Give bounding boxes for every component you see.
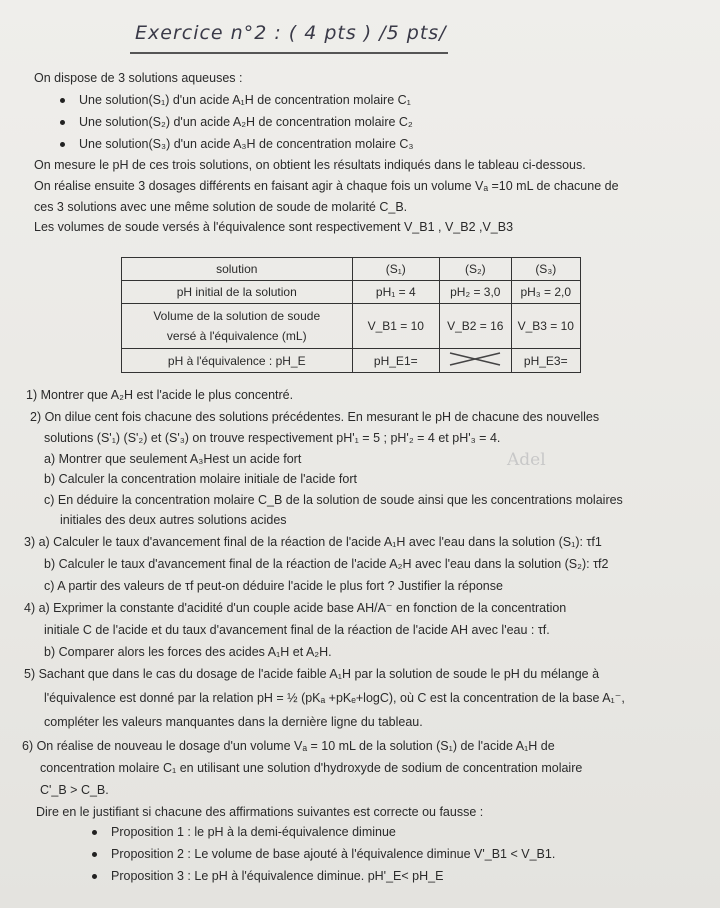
question-line: solutions (S'₁) (S'₂) et (S'₃) on trouve respectivement pH'₁ = 5 ; pH'₂ = 4 et pH'₃ = 4.	[44, 431, 501, 445]
bullet-icon	[60, 98, 65, 103]
question-line: l'équivalence est donné par la relation pH = ½ (pKₐ +pKₑ+logC), où C est la concentration de la base A₁⁻,	[44, 691, 625, 705]
paragraph-line: ces 3 solutions avec une même solution de soude de molarité C_B.	[34, 200, 408, 214]
proposition-item: Proposition 3 : Le pH à l'équivalence diminue. pH'_E< pH_E	[92, 868, 443, 884]
intro-text: On dispose de 3 solutions aqueuses :	[34, 71, 243, 85]
crossed-cell	[440, 349, 511, 373]
title-underline	[130, 52, 448, 54]
bullet-icon	[60, 120, 65, 125]
exercise-title: Exercice n°2 : ( 4 pts ) /5 pts/	[135, 22, 447, 44]
question-3: 3) a) Calculer le taux d'avancement final de la réaction de l'acide A₁H avec l'eau dans la solution (S₁): τf1	[24, 535, 602, 549]
bullet-icon	[92, 874, 97, 879]
table-row: Volume de la solution de soude versé à l'équivalence (mL) V_B1 = 10 V_B2 = 16 V_B3 = 10	[122, 304, 581, 349]
question-line: a) Montrer que seulement A₃Hest un acide fort	[44, 452, 302, 466]
question-line: compléter les valeurs manquantes dans la dernière ligne du tableau.	[44, 715, 423, 729]
question-2: 2) On dilue cent fois chacune des solutions précédentes. En mesurant le pH de chacune des nouvelles	[30, 410, 600, 424]
proposition-item: Proposition 2 : Le volume de base ajouté à l'équivalence diminue V'_B1 < V_B1.	[92, 846, 555, 862]
table-header-row: solution (S₁) (S₂) (S₃)	[122, 258, 581, 281]
bullet-icon	[92, 830, 97, 835]
paragraph-line: On mesure le pH de ces trois solutions, on obtient les résultats indiqués dans le tableau ci-dessous.	[34, 158, 586, 172]
question-4: 4) a) Exprimer la constante d'acidité d'un couple acide base AH/A⁻ en fonction de la concentration	[24, 601, 567, 615]
question-line: C'_B > C_B.	[40, 783, 109, 797]
question-line: c) A partir des valeurs de τf peut-on déduire l'acide le plus fort ? Justifier la réponse	[44, 579, 503, 593]
bullet-item: Une solution(S₁) d'un acide A₁H de concentration molaire C₁	[60, 92, 411, 108]
proposition-item: Proposition 1 : le pH à la demi-équivalence diminue	[92, 824, 396, 840]
bullet-item: Une solution(S₃) d'un acide A₃H de concentration molaire C₃	[60, 136, 414, 152]
question-1: 1) Montrer que A₂H est l'acide le plus concentré.	[26, 388, 294, 402]
bullet-icon	[92, 852, 97, 857]
watermark: Adel	[507, 450, 546, 470]
question-line: b) Calculer le taux d'avancement final de la réaction de l'acide A₂H avec l'eau dans la solution (S₂): τf2	[44, 557, 609, 571]
paragraph-line: On réalise ensuite 3 dosages différents en faisant agir à chaque fois un volume Vₐ =10 mL de chacune de	[34, 179, 619, 193]
table-row: pH à l'équivalence : pH_E pH_E1= pH_E3=	[122, 349, 581, 373]
question-line: initiale C de l'acide et du taux d'avancement final de la réaction de l'acide AH avec l'eau : τf.	[44, 623, 550, 637]
question-line: c) En déduire la concentration molaire C_B de la solution de soude ainsi que les concentrations molaires	[44, 493, 623, 507]
cross-out-icon	[444, 349, 506, 369]
bullet-item: Une solution(S₂) d'un acide A₂H de concentration molaire C₂	[60, 114, 413, 130]
table-row: pH initial de la solution pH₁ = 4 pH₂ = 3,0 pH₃ = 2,0	[122, 281, 581, 304]
question-line: Dire en le justifiant si chacune des affirmations suivantes est correcte ou fausse :	[36, 805, 484, 819]
question-6: 6) On réalise de nouveau le dosage d'un volume Vₐ = 10 mL de la solution (S₁) de l'acide A₁H de	[22, 739, 555, 753]
results-table	[121, 257, 581, 373]
question-line: concentration molaire C₁ en utilisant une solution d'hydroxyde de sodium de concentration molaire	[40, 761, 583, 775]
paragraph-line: Les volumes de soude versés à l'équivalence sont respectivement V_B1 , V_B2 ,V_B3	[34, 220, 514, 234]
question-line: b) Comparer alors les forces des acides A₁H et A₂H.	[44, 645, 332, 659]
question-line: initiales des deux autres solutions acides	[60, 513, 287, 527]
question-line: b) Calculer la concentration molaire initiale de l'acide fort	[44, 472, 357, 486]
question-5: 5) Sachant que dans le cas du dosage de l'acide faible A₁H par la solution de soude le pH du mélange à	[24, 667, 600, 681]
bullet-icon	[60, 142, 65, 147]
